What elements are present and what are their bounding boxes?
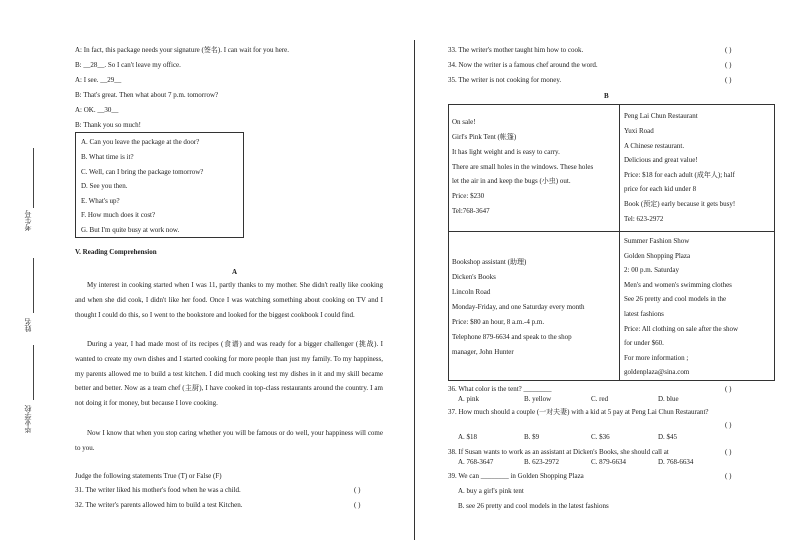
dialogue-line: A: I see. __29__	[75, 76, 122, 84]
ad-line: It has light weight and is easy to carry.	[452, 148, 560, 156]
ad-line: There are small holes in the windows. These holes	[452, 163, 594, 171]
ad-line: A Chinese restaurant.	[624, 142, 685, 150]
option-b[interactable]: B. see 26 pretty and cool models in the latest fashions	[458, 502, 609, 510]
question-39: 39. We can ________ in Golden Shopping Plaza	[448, 472, 584, 480]
option-item: G. But I'm quite busy at work now.	[81, 226, 180, 234]
option-c[interactable]: C. $36	[591, 433, 610, 441]
binding-line-top	[33, 148, 34, 208]
side-label-exam-number: 考生号	[24, 210, 32, 231]
ads-table-horizontal-divider	[448, 231, 774, 232]
ad-line: Lincoln Road	[452, 288, 491, 296]
passage-a-paragraph: During a year, I had made most of its recipes (食谱) and was ready for a bigger challenger (挑战). I wanted to create my own dishes and I started cooking for more people than just my family. To my happiness, my parents allowed me to build a test kitchen. I did much cooking test my dishes in it and my skill became better and better. Now as a team chef (主厨), I have cooked in top-class restaurants around the country. I am not doing it for money, but because I love cooking.	[75, 340, 383, 408]
ad-line: manager, John Hunter	[452, 348, 514, 356]
ad-line: Price: $80 an hour, 8 a.m.-4 p.m.	[452, 318, 545, 326]
ad-line: Peng Lai Chun Restaurant	[624, 112, 698, 120]
question-35: 35. The writer is not cooking for money.	[448, 76, 562, 84]
answer-bracket-33[interactable]: ( )	[725, 46, 732, 54]
ad-line: Girl's Pink Tent (帐篷)	[452, 133, 517, 141]
option-item: C. Well, can I bring the package tomorrow?	[81, 168, 204, 176]
ad-line: See 26 pretty and cool models in the	[624, 295, 727, 303]
answer-bracket-39[interactable]: ( )	[725, 472, 732, 480]
passage-a-paragraph: My interest in cooking started when I was 11, partly thanks to my mother. She didn't really like cooking and when she did cook, I didn't like her food. Once I was watching something about cooking on TV and I thought I could do this, so I went to the bookstore and looked for the biggest cookbook I could find.	[75, 281, 383, 319]
option-a[interactable]: A. 768-3647	[458, 458, 494, 466]
passage-a-label: A	[232, 268, 238, 276]
question-33: 33. The writer's mother taught him how to cook.	[448, 46, 584, 54]
option-a[interactable]: A. pink	[458, 395, 479, 403]
option-a[interactable]: A. buy a girl's pink tent	[458, 487, 524, 495]
ad-line: Monday-Friday, and one Saturday every month	[452, 303, 585, 311]
option-d[interactable]: D. $45	[658, 433, 678, 441]
ad-line: Book (预定) early because it gets busy!	[624, 200, 736, 208]
ad-line: Price: $18 for each adult (成年人); half	[624, 171, 735, 179]
binding-line-mid	[33, 258, 34, 313]
ad-line: Men's and women's swimming clothes	[624, 281, 732, 289]
option-item: A. Can you leave the package at the door?	[81, 138, 200, 146]
dialogue-line: B: That's great. Then what about 7 p.m. tomorrow?	[75, 91, 219, 99]
option-item: F. How much does it cost?	[81, 211, 156, 219]
judge-instruction: Judge the following statements True (T) or False (F)	[75, 472, 222, 480]
ad-line: 2: 00 p.m. Saturday	[624, 266, 680, 274]
ad-line: Price: All clothing on sale after the show	[624, 325, 739, 333]
ad-line: Tel: 623-2972	[624, 215, 664, 223]
side-label-name: 姓名	[24, 318, 32, 332]
question-38: 38. If Susan wants to work as an assistant at Dicken's Books, she should call at	[448, 448, 669, 456]
ad-line: On sale!	[452, 118, 476, 126]
passage-b-label: B	[604, 92, 609, 100]
question-32: 32. The writer's parents allowed him to build a test Kitchen.	[75, 501, 243, 509]
ad-line: Summer Fashion Show	[624, 237, 690, 245]
answer-bracket-38[interactable]: ( )	[725, 448, 732, 456]
ad-line: latest fashions	[624, 310, 664, 318]
ad-line: goldenplaza@sina.com	[624, 368, 690, 376]
ad-line: Dicken's Books	[452, 273, 496, 281]
ad-line: price for each kid under 8	[624, 185, 697, 193]
ad-line: for under $60.	[624, 339, 664, 347]
ad-line: Bookshop assistant (助理)	[452, 258, 527, 266]
ad-line: Yuxi Road	[624, 127, 654, 135]
ads-table-vertical-divider	[619, 104, 620, 380]
option-b[interactable]: B. 623-2972	[524, 458, 559, 466]
dialogue-line: A: OK. __30__	[75, 106, 119, 114]
option-c[interactable]: C. red	[591, 395, 609, 403]
option-d[interactable]: D. 768-6634	[658, 458, 694, 466]
binding-line-bottom	[33, 345, 34, 400]
column-divider	[414, 40, 415, 540]
answer-bracket-34[interactable]: ( )	[725, 61, 732, 69]
section-title: V. Reading Comprehension	[75, 248, 157, 256]
answer-bracket-32[interactable]: ( )	[354, 501, 361, 509]
question-31: 31. The writer liked his mother's food when he was a child.	[75, 486, 241, 494]
option-item: E. What's up?	[81, 197, 120, 205]
answer-bracket-35[interactable]: ( )	[725, 76, 732, 84]
ad-line: let the air in and keep the bugs (小虫) out.	[452, 177, 571, 185]
ad-line: Delicious and great value!	[624, 156, 698, 164]
question-36: 36. What color is the tent? ________	[448, 385, 552, 393]
option-item: D. See you then.	[81, 182, 128, 190]
passage-a-paragraph: Now I know that when you stop caring whether you will be famous or do well, your happiness will come to you.	[75, 429, 383, 452]
ad-line: For more information ;	[624, 354, 689, 362]
dialogue-line: B: __28__. So I can't leave my office.	[75, 61, 181, 69]
question-34: 34. Now the writer is a famous chef around the word.	[448, 61, 598, 69]
option-b[interactable]: B. yellow	[524, 395, 552, 403]
answer-bracket-31[interactable]: ( )	[354, 486, 361, 494]
ad-line: Golden Shopping Plaza	[624, 252, 691, 260]
option-item: B. What time is it?	[81, 153, 134, 161]
ad-line: Telephone 879-6634 and speak to the shop	[452, 333, 572, 341]
ad-line: Tel:768-3647	[452, 207, 490, 215]
option-c[interactable]: C. 879-6634	[591, 458, 626, 466]
side-label-school: 毕业学校	[24, 405, 32, 433]
dialogue-line: B: Thank you so much!	[75, 121, 141, 129]
answer-bracket-37[interactable]: ( )	[725, 421, 732, 429]
dialogue-line: A: In fact, this package needs your signature (签名). I can wait for you here.	[75, 46, 290, 54]
ad-line: Price: $230	[452, 192, 485, 200]
option-a[interactable]: A. $18	[458, 433, 478, 441]
question-37: 37. How much should a couple (一对夫妻) with a kid at 5 pay at Peng Lai Chun Restaurant?	[448, 408, 709, 416]
option-d[interactable]: D. blue	[658, 395, 679, 403]
option-b[interactable]: B. $9	[524, 433, 540, 441]
answer-bracket-36[interactable]: ( )	[725, 385, 732, 393]
